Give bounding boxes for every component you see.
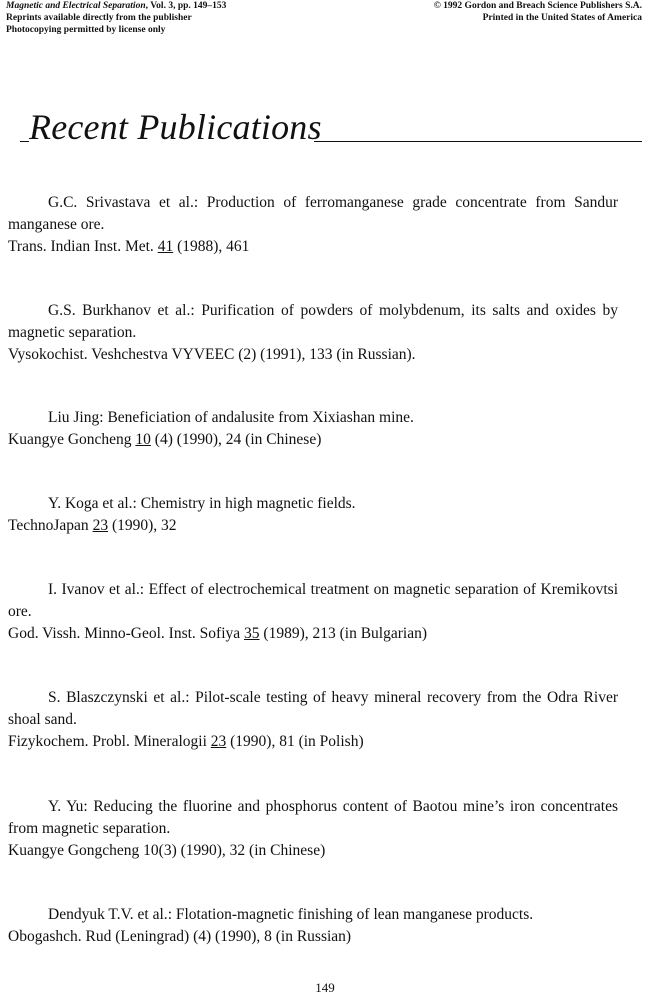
source-volume: 23 xyxy=(92,517,109,534)
entry-authors: Y. Koga et al. xyxy=(48,495,133,512)
entry-title: Chemistry in high magnetic fields. xyxy=(140,495,356,512)
source-journal: Obogashch. Rud (Leningrad) (4) (1990), 8 (in Russian) xyxy=(8,928,352,945)
header-right xyxy=(434,0,642,24)
volume-pages: , Vol. 3, pp. 149–153 xyxy=(145,1,227,11)
source-details: (1989), 213 (in Bulgarian) xyxy=(259,625,427,642)
entry-title: Purification of powders of molybdenum, its salts and oxides by magnetic separation. xyxy=(8,302,618,341)
entry-authors: Liu Jing xyxy=(48,409,100,426)
entry-description: Liu Jing: Beneficiation of andalusite from Xixiashan mine. xyxy=(48,409,414,426)
publication-entry xyxy=(8,796,618,862)
printed-notice: Printed in the United States of America xyxy=(482,13,642,23)
entry-authors: Dendyuk T.V. et al. xyxy=(48,906,168,923)
source-journal: Vysokochist. Veshchestva VYVEEC (2) (1991), 133 (in Russian). xyxy=(8,346,416,363)
source-journal: Kuangye Goncheng xyxy=(8,431,136,448)
source-journal: God. Vissh. Minno-Geol. Inst. Sofiya xyxy=(8,625,245,642)
entry-source xyxy=(8,926,618,948)
entry-title: Production of ferromanganese grade concentrate from Sandur manganese ore. xyxy=(8,194,618,233)
source-volume: 41 xyxy=(157,238,174,255)
entry-description: I. Ivanov et al.: Effect of electrochemical treatment on magnetic separation of Kremikovtsi ore. xyxy=(8,581,619,620)
source-journal: TechnoJapan xyxy=(8,517,93,534)
section-title: Recent Publications xyxy=(29,107,322,147)
journal-name: Magnetic and Electrical Separation xyxy=(6,1,146,11)
entry-authors: S. Blaszczynski et al. xyxy=(48,689,186,706)
entry-description: S. Blaszczynski et al.: Pilot-scale testing of heavy mineral recovery from the Odra River shoal sand. xyxy=(8,689,618,728)
source-details: (4) (1990), 24 (in Chinese) xyxy=(150,431,322,448)
entry-description: G.S. Burkhanov et al.: Purification of powders of molybdenum, its salts and oxides by magnetic separation. xyxy=(8,302,618,341)
copyright-notice: © 1992 Gordon and Breach Science Publishers S.A. xyxy=(433,1,642,11)
source-journal: Fizykochem. Probl. Mineralogii xyxy=(8,733,211,750)
reprints-note: Reprints available directly from the publisher xyxy=(6,13,192,23)
entry-source xyxy=(8,344,618,366)
entry-source xyxy=(8,515,618,537)
publication-entry xyxy=(8,300,618,366)
source-volume: 10 xyxy=(135,431,151,448)
source-details: (1988), 461 xyxy=(173,238,250,255)
source-details: (1990), 32 xyxy=(108,517,177,534)
publication-entry xyxy=(8,192,618,258)
publication-entry xyxy=(8,493,618,537)
entry-authors: G.C. Srivastava et al. xyxy=(48,194,194,211)
title-lead-rule xyxy=(20,141,29,142)
entry-description: Y. Koga et al.: Chemistry in high magnetic fields. xyxy=(48,495,356,512)
header-left xyxy=(6,0,226,36)
title-trailing-rule xyxy=(314,141,642,142)
entry-description: Y. Yu: Reducing the fluorine and phosphorus content of Baotou mine’s iron concentrates from magnetic separation. xyxy=(8,798,618,837)
publication-entry xyxy=(8,579,618,645)
entry-source xyxy=(8,623,618,645)
entry-source xyxy=(8,840,618,862)
entry-title: Beneficiation of andalusite from Xixiashan mine. xyxy=(107,409,414,426)
entry-source xyxy=(8,236,618,258)
publication-entry xyxy=(8,407,618,451)
entry-title: Pilot-scale testing of heavy mineral recovery from the Odra River shoal sand. xyxy=(8,689,618,728)
entry-authors: G.S. Burkhanov et al. xyxy=(48,302,191,319)
entry-authors: Y. Yu xyxy=(48,798,84,815)
photocopying-note: Photocopying permitted by license only xyxy=(6,25,166,35)
entry-authors: I. Ivanov et al. xyxy=(48,581,140,598)
source-volume: 35 xyxy=(244,625,260,642)
journal-citation xyxy=(6,0,226,12)
source-volume: 23 xyxy=(210,733,227,750)
source-details: (1990), 81 (in Polish) xyxy=(226,733,364,750)
entry-title: Effect of electrochemical treatment on magnetic separation of Kremikovtsi ore. xyxy=(8,581,619,620)
entry-title: Reducing the fluorine and phosphorus content of Baotou mine’s iron concentrates from magnetic separation. xyxy=(8,798,618,837)
source-journal: Trans. Indian Inst. Met. xyxy=(8,238,158,255)
section-title-row xyxy=(20,106,642,150)
publication-entry xyxy=(8,904,618,948)
publication-entry xyxy=(8,687,618,753)
entry-description: G.C. Srivastava et al.: Production of ferromanganese grade concentrate from Sandur manganese ore. xyxy=(8,194,618,233)
entry-source xyxy=(8,429,618,451)
entry-source xyxy=(8,731,618,753)
entry-title: Flotation-magnetic finishing of lean manganese products. xyxy=(175,906,534,923)
source-journal: Kuangye Gongcheng 10(3) (1990), 32 (in Chinese) xyxy=(8,842,326,859)
entry-description: Dendyuk T.V. et al.: Flotation-magnetic finishing of lean manganese products. xyxy=(48,906,534,923)
page-number: 149 xyxy=(315,980,335,995)
